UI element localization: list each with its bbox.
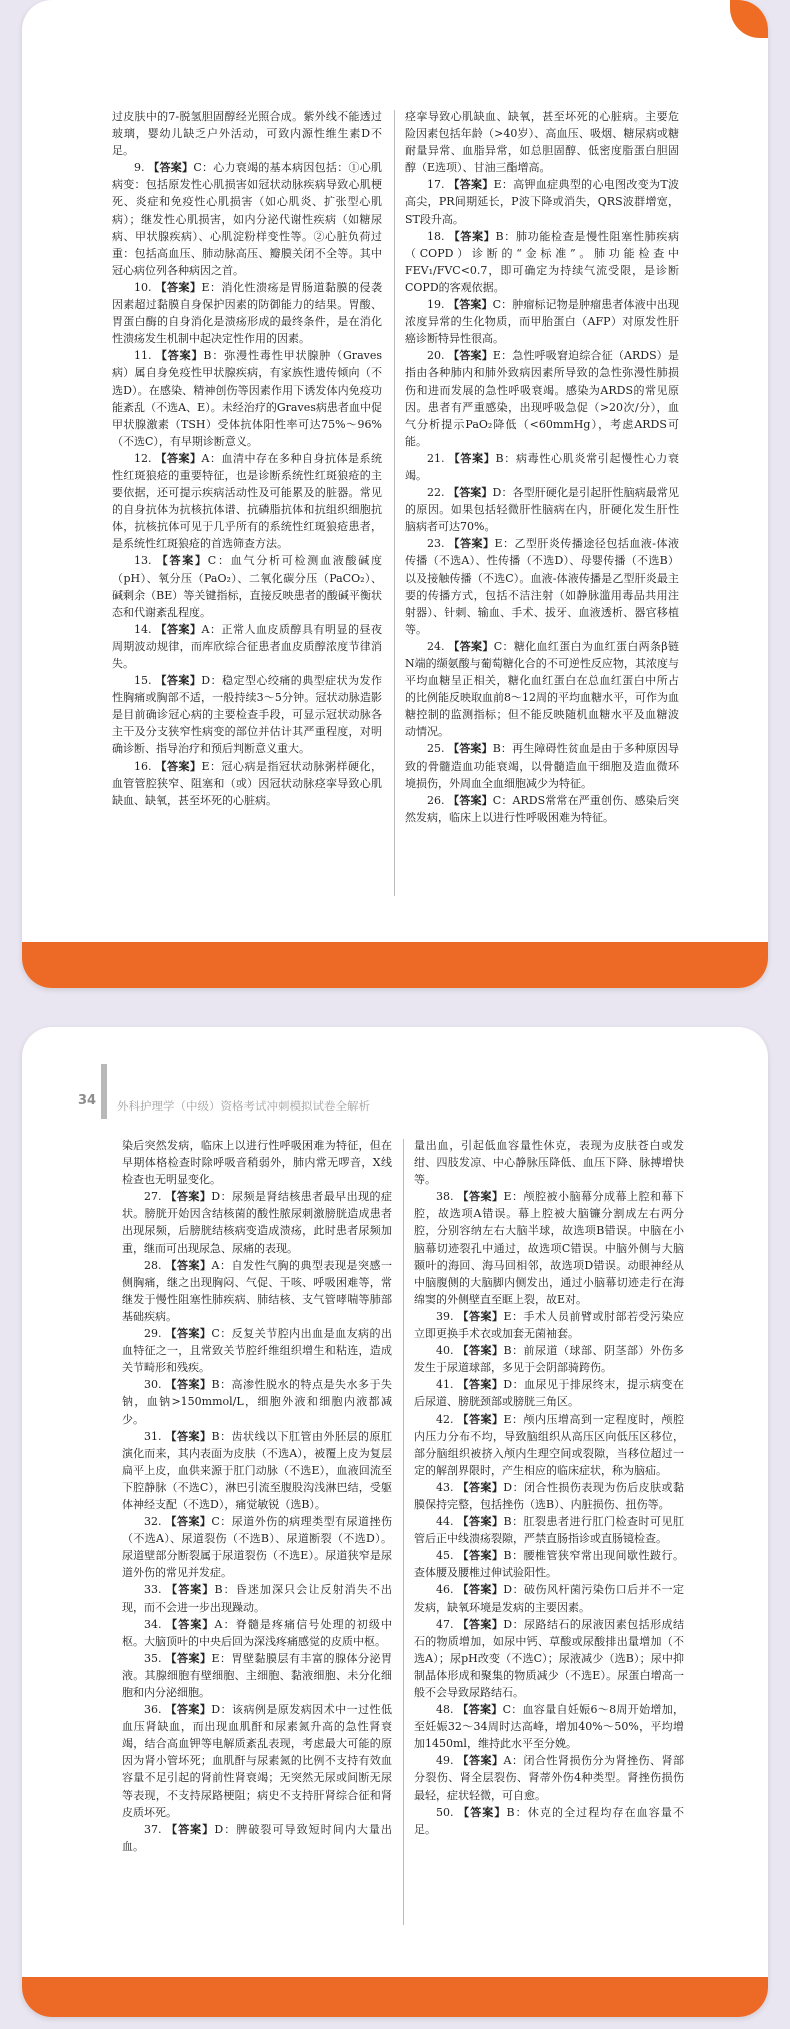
answer-label: 【答案】: [166, 1617, 215, 1631]
answer-paragraph: [414, 1411, 684, 1479]
question-number: 33.: [144, 1583, 167, 1597]
answer-paragraph: [405, 535, 679, 638]
answer-paragraph: [122, 1325, 392, 1376]
question-number: 29.: [144, 1327, 166, 1341]
question-number: 47.: [436, 1617, 458, 1631]
answer-label: 【答案】: [448, 178, 494, 192]
answer-paragraph: [414, 1376, 684, 1410]
answer-label: 【答案】: [166, 1583, 215, 1597]
question-number: 28.: [144, 1258, 166, 1272]
answer-label: 【答案】: [457, 1344, 504, 1358]
question-number: 9.: [134, 161, 149, 175]
question-number: 49.: [436, 1754, 458, 1768]
answer-label: 【答案】: [165, 1651, 212, 1665]
text-column-right: [414, 1137, 684, 1923]
answer-text: B：肛裂患者进行肛门检查时可见肛管后正中线溃疡裂隙，严禁直肠指诊或直肠镜检查。: [414, 1515, 684, 1546]
answer-paragraph: [122, 1376, 392, 1427]
answer-text: D：各型肝硬化是引起肝性脑病最常见的原因。如果包括轻微肝性脑病在内，肝硬化发生肝性脑病者可达70%。: [405, 486, 679, 534]
answer-text: E：冠心病是指冠状动脉粥样硬化，血管管腔狭窄、阻塞和（或）因冠状动脉痉挛导致心肌缺血、缺氧，甚至坏死的心脏病。: [112, 759, 382, 807]
question-number: 41.: [436, 1378, 458, 1392]
question-number: 15.: [134, 674, 156, 688]
column-divider: [403, 1139, 404, 1925]
question-number: 30.: [144, 1378, 166, 1392]
answer-text: D：尿路结石的尿液因素包括形成结石的物质增加，如尿中钙、草酸或尿酸排出量增加（不选A）；尿pH改变（不选C）；尿液减少（选B）；尿中抑制晶体形成和聚集的物质减少（不选E）。尿蛋白增高一般不会导致尿路结石。: [414, 1617, 684, 1699]
question-number: 45.: [436, 1549, 458, 1563]
answer-label: 【答案】: [457, 1617, 504, 1631]
answer-paragraph: [112, 450, 382, 553]
answer-text: B：病毒性心肌炎常引起慢性心力衰竭。: [405, 451, 679, 482]
answer-label: 【答案】: [448, 793, 493, 807]
answer-label: 【答案】: [155, 622, 202, 636]
answer-paragraph: [122, 1257, 392, 1325]
answer-label: 【答案】: [448, 486, 493, 500]
orange-footer-band: [22, 942, 768, 988]
answer-paragraph: [405, 228, 679, 296]
answer-text: B：腰椎管狭窄常出现间歇性跛行。查体腰及腰椎过伸试验阳性。: [414, 1549, 684, 1580]
question-number: 44.: [436, 1515, 458, 1529]
answer-text: 痉挛导致心肌缺血、缺氧，甚至坏死的心脏病。主要危险因素包括年龄（>40岁）、高血压、吸烟、糖尿病或糖耐量异常、血脂异常，如总胆固醇、低密度脂蛋白胆固醇（E选项）、甘油三酯增高。: [405, 110, 679, 175]
answer-label: 【答案】: [457, 1703, 503, 1717]
answer-text: C：血容量自妊娠6～8周开始增加，至妊娠32～34周时达高峰，增加40%～50%，平均增加1450ml，维持此水平至分娩。: [414, 1703, 684, 1751]
answer-label: 【答案】: [458, 1805, 507, 1819]
answer-paragraph: [405, 792, 679, 826]
answer-label: 【答案】: [165, 1190, 212, 1204]
question-number: 19.: [427, 298, 449, 312]
answer-text: A：血清中存在多种自身抗体是系统性红斑狼疮的重要特征，也是诊断系统性红斑狼疮的主要依据，还可提示疾病活动性及可能累及的脏器。常见的自身抗体为抗核抗体谱、抗磷脂抗体和抗组织细胞抗体，抗核抗体可见于几乎所有的系统性红斑狼疮患者，是系统性红斑狼疮的首选筛查方法。: [112, 451, 382, 551]
answer-paragraph: [414, 1513, 684, 1547]
question-number: 18.: [427, 229, 449, 243]
answer-text: B：肺功能检查是慢性阻塞性肺疾病（COPD）诊断的“金标准”。肺功能检查中FEV₁/FVC<0.7，即可确定为持续气流受限，是诊断COPD的客观依据。: [405, 229, 679, 294]
answer-text: E：胃壁黏膜层有丰富的腺体分泌胃液。其腺细胞有壁细胞、主细胞、黏液细胞、未分化细胞和内分泌细胞。: [122, 1651, 392, 1699]
answer-text: D：血尿见于排尿终末，提示病变在后尿道、膀胱颈部或膀胱三角区。: [414, 1378, 684, 1409]
answer-text: D：稳定型心绞痛的典型症状为发作性胸痛或胸部不适，一般持续3～5分钟。冠状动脉造影是目前确诊冠心病的主要检查手段，可显示冠状动脉各主干及分支狭窄性病变的部位并估计其严重程度，对明确诊断、指导治疗和预后判断意义重大。: [112, 674, 382, 756]
orange-corner-tab: [730, 0, 768, 38]
question-number: 42.: [436, 1412, 458, 1426]
answer-text: 量出血，引起低血容量性休克，表现为皮肤苍白或发绀、四肢发凉、中心静脉压降低、血压下降、脉搏增快等。: [414, 1139, 684, 1187]
answer-paragraph: [112, 758, 382, 809]
answer-label: 【答案】: [448, 537, 495, 551]
answer-paragraph: [122, 1821, 392, 1855]
answer-label: 【答案】: [155, 451, 202, 465]
answer-paragraph: [414, 1804, 684, 1838]
answer-paragraph: [405, 296, 679, 347]
answer-label: 【答案】: [155, 280, 202, 294]
running-title: 外科护理学（中级）资格考试冲刺模拟试卷全解析: [117, 1099, 370, 1113]
answer-label: 【答案】: [448, 639, 494, 653]
answer-paragraph: [122, 1701, 392, 1821]
answer-paragraph: [112, 552, 382, 620]
answer-paragraph: [112, 672, 382, 757]
answer-label: 【答案】: [155, 674, 202, 688]
answer-text: A：闭合性肾损伤分为肾挫伤、肾部分裂伤、肾全层裂伤、肾蒂外伤4种类型。肾挫伤损伤最轻，症状轻微，可自愈。: [414, 1754, 684, 1802]
answer-paragraph: [112, 108, 382, 159]
answer-label: 【答案】: [457, 1190, 504, 1204]
question-number: 26.: [427, 793, 449, 807]
answer-paragraph: [122, 1581, 392, 1615]
answer-text: C：ARDS常常在严重创伤、感染后突然发病，临床上以进行性呼吸困难为特征。: [405, 793, 679, 824]
answer-paragraph: [414, 1479, 684, 1513]
answer-text: B：齿状线以下肛管由外胚层的原肛演化而来，其内表面为皮肤（不选A），被覆上皮为复层扁平上皮，血供来源于肛门动脉（不选E），血液回流至下腔静脉（不选C），淋巴引流至腹股沟浅淋巴结，受躯体神经支配（不选D），痛觉敏锐（选B）。: [122, 1429, 392, 1511]
question-number: 20.: [427, 349, 449, 363]
answer-paragraph: [122, 1513, 392, 1581]
answer-text: B：前尿道（球部、阴茎部）外伤多发生于尿道球部，多见于会阴部骑跨伤。: [414, 1344, 684, 1375]
answer-paragraph: [112, 159, 382, 279]
answer-text: C：血气分析可检测血液酸碱度（pH）、氧分压（PaO₂）、二氧化碳分压（PaCO₂）、碱剩余（BE）等关键指标，直接反映患者的酸碱平衡状态和代谢紊乱程度。: [112, 554, 382, 619]
answer-text: B：再生障碍性贫血是由于多种原因导致的骨髓造血功能衰竭，以骨髓造血干细胞及造血微环境损伤，外周血全血细胞减少为特征。: [405, 742, 679, 790]
question-number: 14.: [134, 622, 156, 636]
question-number: 40.: [436, 1344, 458, 1358]
question-number: 37.: [144, 1822, 167, 1836]
question-number: 27.: [144, 1190, 166, 1204]
text-column-left: [122, 1137, 392, 1923]
question-number: 46.: [436, 1583, 458, 1597]
answer-text: E：急性呼吸窘迫综合征（ARDS）是指由各种肺内和肺外致病因素所导致的急性弥漫性肺损伤和进而发展的急性呼吸衰竭。感染为ARDS的常见原因。患者有严重感染，出现呼吸急促（>20次/分），血气分析提示PaO₂降低（<60mmHg），考虑ARDS可能。: [405, 349, 679, 448]
answer-text: C：心力衰竭的基本病因包括：①心肌病变：包括原发性心肌损害如冠状动脉疾病导致心肌梗死、炎症和免疫性心肌损害（如心肌炎、扩张型心肌病）；继发性心肌损害，如内分泌代谢性疾病（如糖尿病、甲状腺疾病）、心肌淀粉样变性等。②心脏负荷过重：包括高血压、肺动脉高压、瓣膜关闭不全等。其中冠心病位列各种病因之首。: [112, 161, 382, 277]
header-divider-bar: [101, 1064, 107, 1119]
answer-text: C：糖化血红蛋白为血红蛋白两条β链N端的缬氨酸与葡萄糖化合的不可逆性反应物，其浓度与平均血糖呈正相关，糖化血红蛋白在总血红蛋白中所占的比例能反映取血前8～12周的平均血糖水平，可作为血糖控制的监测指标；但不能反映随机血糖水平及血糖波动情况。: [405, 639, 679, 739]
page-number: 34: [78, 1093, 97, 1108]
answer-text: E：消化性溃疡是胃肠道黏膜的侵袭因素超过黏膜自身保护因素的防御能力的结果。胃酸、胃蛋白酶的自身消化是溃疡形成的最终条件，是在消化性溃疡发生机制中起决定性作用的因素。: [112, 280, 382, 346]
answer-paragraph: [414, 1752, 684, 1803]
answer-text: E：高钾血症典型的心电图改变为T波高尖，PR间期延长，P波下降或消失，QRS波群增宽，ST段升高。: [405, 178, 679, 226]
answer-paragraph: [414, 1137, 684, 1188]
answer-paragraph: [414, 1616, 684, 1701]
answer-label: 【答案】: [448, 229, 496, 243]
answer-text: B：高渗性脱水的特点是失水多于失钠，血钠>150mmol/L，细胞外液和细胞内液都减少。: [122, 1378, 392, 1426]
answer-text: C：反复关节腔内出血是血友病的出血特征之一，且常致关节腔纤维组织增生和粘连，造成关节畸形和残疾。: [122, 1327, 392, 1375]
question-number: 35.: [144, 1651, 166, 1665]
answer-paragraph: [405, 638, 679, 741]
answer-label: 【答案】: [457, 1309, 504, 1323]
answer-text: A：脊髓是疼痛信号处理的初级中枢。大脑顶叶的中央后回为深浅疼痛感觉的皮质中枢。: [122, 1617, 392, 1648]
question-number: 17.: [427, 178, 449, 192]
answer-paragraph: [414, 1581, 684, 1615]
answer-paragraph: [414, 1547, 684, 1581]
answer-text: C：肿瘤标记物是肿瘤患者体液中出现浓度异常的生化物质，而甲胎蛋白（AFP）对原发性肝癌诊断特异性很高。: [405, 298, 679, 346]
answer-text: A：正常人血皮质醇具有明显的昼夜周期波动规律，而库欣综合征患者血皮质醇浓度节律消失。: [112, 622, 382, 670]
question-number: 10.: [134, 280, 156, 294]
question-number: 32.: [144, 1515, 166, 1529]
answer-paragraph: [405, 176, 679, 227]
answer-paragraph: [405, 740, 679, 791]
answer-text: E：颅内压增高到一定程度时，颅腔内压力分布不均，导致脑组织从高压区向低压区移位，部分脑组织被挤入颅内生理空间或裂隙，当移位超过一定的解剖界限时，产生相应的临床症状，称为脑疝。: [414, 1412, 684, 1477]
question-number: 34.: [144, 1617, 167, 1631]
answer-text: D：该病例是原发病因术中一过性低血压肾缺血，而出现血肌酐和尿素氮升高的急性肾衰竭，结合高血钾等电解质紊乱表现，考虑最大可能的原因为肾小管坏死；血肌酐与尿素氮的比例不支持有效血容量不足引起的肾前性肾衰竭；无突然无尿或间断无尿等表现，不支持尿路梗阻；病史不支持肝肾综合征和肾皮质坏死。: [122, 1703, 392, 1819]
question-number: 36.: [144, 1703, 166, 1717]
answer-label: 【答案】: [457, 1412, 504, 1426]
question-number: 12.: [134, 451, 156, 465]
question-number: 39.: [436, 1309, 458, 1323]
answer-label: 【答案】: [156, 554, 208, 568]
answer-paragraph: [112, 347, 382, 450]
answer-paragraph: [405, 484, 679, 535]
answer-label: 【答案】: [457, 1515, 504, 1529]
answer-label: 【答案】: [448, 742, 493, 756]
answer-text: D：闭合性损伤表现为伤后皮肤或黏膜保持完整，包括挫伤（选B）、内脏损伤、扭伤等。: [414, 1480, 684, 1511]
answer-label: 【答案】: [165, 1327, 212, 1341]
column-divider: [394, 110, 395, 896]
answer-paragraph: [405, 450, 679, 484]
question-number: 13.: [134, 554, 157, 568]
answer-text: B：昏迷加深只会让反射消失不出现，而不会进一步出现躁动。: [122, 1583, 392, 1614]
answer-paragraph: [122, 1650, 392, 1701]
answer-label: 【答案】: [457, 1754, 504, 1768]
text-column-left: [112, 108, 382, 894]
question-number: 31.: [144, 1429, 166, 1443]
question-number: 21.: [427, 451, 449, 465]
answer-label: 【答案】: [166, 1822, 215, 1836]
answer-paragraph: [112, 621, 382, 672]
answer-label: 【答案】: [457, 1480, 504, 1494]
answer-label: 【答案】: [165, 1703, 212, 1717]
answer-text: E：手术人员前臂或肘部若受污染应立即更换手术衣或加套无菌袖套。: [414, 1309, 684, 1341]
answer-label: 【答案】: [155, 759, 202, 773]
answer-label: 【答案】: [148, 161, 194, 175]
answer-label: 【答案】: [165, 1515, 212, 1529]
answer-text: A：自发性气胸的典型表现是突感一侧胸痛，继之出现胸闷、气促、干咳、呼吸困难等，常继发于慢性阻塞性肺疾病、肺结核、支气管哮喘等肺部基础疾病。: [122, 1258, 392, 1323]
answer-paragraph: [122, 1428, 392, 1513]
question-number: 22.: [427, 486, 449, 500]
answer-text: B：休克的全过程均存在血容量不足。: [414, 1805, 684, 1836]
answer-label: 【答案】: [165, 1429, 212, 1443]
answer-text: D：脾破裂可导致短时间内大量出血。: [122, 1822, 392, 1853]
answer-text: C：尿道外伤的病理类型有尿道挫伤（不选A）、尿道裂伤（不选B）、尿道断裂（不选D）。尿道壁部分断裂属于尿道裂伤（不选E）。尿道狭窄是尿道外伤的常见并发症。: [122, 1515, 392, 1580]
answer-paragraph: [405, 347, 679, 450]
text-column-right: [405, 108, 679, 894]
answer-text: 染后突然发病，临床上以进行性呼吸困难为特征，但在早期体格检查时除呼吸音稍弱外，肺内常无啰音，X线检查也无明显变化。: [122, 1139, 392, 1187]
answer-text: E：乙型肝炎传播途径包括血液-体液传播（不选A）、性传播（不选D）、母婴传播（不选B）以及接触传播（不选C）。血液-体液传播是乙型肝炎最主要的传播方式，包括不洁注射（如静脉滥用毒品共用注射器）、针刺、输血、手术、拔牙、血液透析、器官移植等。: [405, 537, 679, 636]
answer-label: 【答案】: [448, 349, 493, 363]
question-number: 48.: [436, 1703, 458, 1717]
answer-paragraph: [414, 1308, 684, 1342]
question-number: 50.: [436, 1805, 459, 1819]
answer-text: B：弥漫性毒性甲状腺肿（Graves病）属自身免疫性甲状腺疾病，有家族性遗传倾向（不选D）。在感染、精神创伤等因素作用下诱发体内免疫功能紊乱（不选A、E）。未经治疗的Graves病患者血中促甲状腺激素（TSH）受体抗体阳性率可达75%～96%（不选C），有早期诊断意义。: [112, 349, 382, 448]
answer-label: 【答案】: [457, 1583, 504, 1597]
answer-label: 【答案】: [448, 451, 496, 465]
answer-label: 【答案】: [448, 298, 493, 312]
answer-paragraph: [122, 1188, 392, 1256]
question-number: 24.: [427, 639, 449, 653]
answer-label: 【答案】: [457, 1549, 504, 1563]
answer-paragraph: [414, 1342, 684, 1376]
answer-label: 【答案】: [165, 1378, 212, 1392]
answer-text: E：颅腔被小脑幕分成幕上腔和幕下腔，故选项A错误。幕上腔被大脑镰分割成左右两分腔，分别容纳左右大脑半球，故选项B错误。中脑在小脑幕切迹裂孔中通过，故选项C错误。中脑外侧与大脑颞叶的海回、海马回相邻，故选项D错误。动眼神经从中脑腹侧的大脑脚内侧发出，通过小脑幕切迹走行在海绵窦的外侧壁直至眶上裂，故E对。: [414, 1190, 684, 1306]
question-number: 25.: [427, 742, 449, 756]
orange-footer-band: [22, 1977, 768, 2017]
answer-text: 过皮肤中的7-脱氢胆固醇经光照合成。紫外线不能透过玻璃，婴幼儿缺乏户外活动，可致内源性维生素D不足。: [112, 110, 382, 158]
answer-paragraph: [414, 1701, 684, 1752]
answer-paragraph: [112, 279, 382, 347]
answer-paragraph: [122, 1616, 392, 1650]
answer-paragraph: [122, 1137, 392, 1188]
answer-text: D：尿频是肾结核患者最早出现的症状。膀胱开始因含结核菌的酸性脓尿刺激膀胱造成患者出现尿频，后膀胱结核病变造成溃疡，此时患者尿频加重，继而可出现尿急、尿痛的表现。: [122, 1190, 392, 1255]
question-number: 11.: [134, 349, 156, 363]
answer-label: 【答案】: [165, 1258, 212, 1272]
answer-label: 【答案】: [457, 1378, 504, 1392]
question-number: 43.: [436, 1480, 458, 1494]
question-number: 23.: [427, 537, 449, 551]
question-number: 38.: [436, 1190, 458, 1204]
answer-paragraph: [414, 1188, 684, 1308]
answer-text: D：破伤风杆菌污染伤口后并不一定发病，缺氧环境是发病的主要因素。: [414, 1583, 684, 1614]
question-number: 16.: [134, 759, 156, 773]
answer-paragraph: [405, 108, 679, 176]
answer-label: 【答案】: [155, 349, 204, 363]
